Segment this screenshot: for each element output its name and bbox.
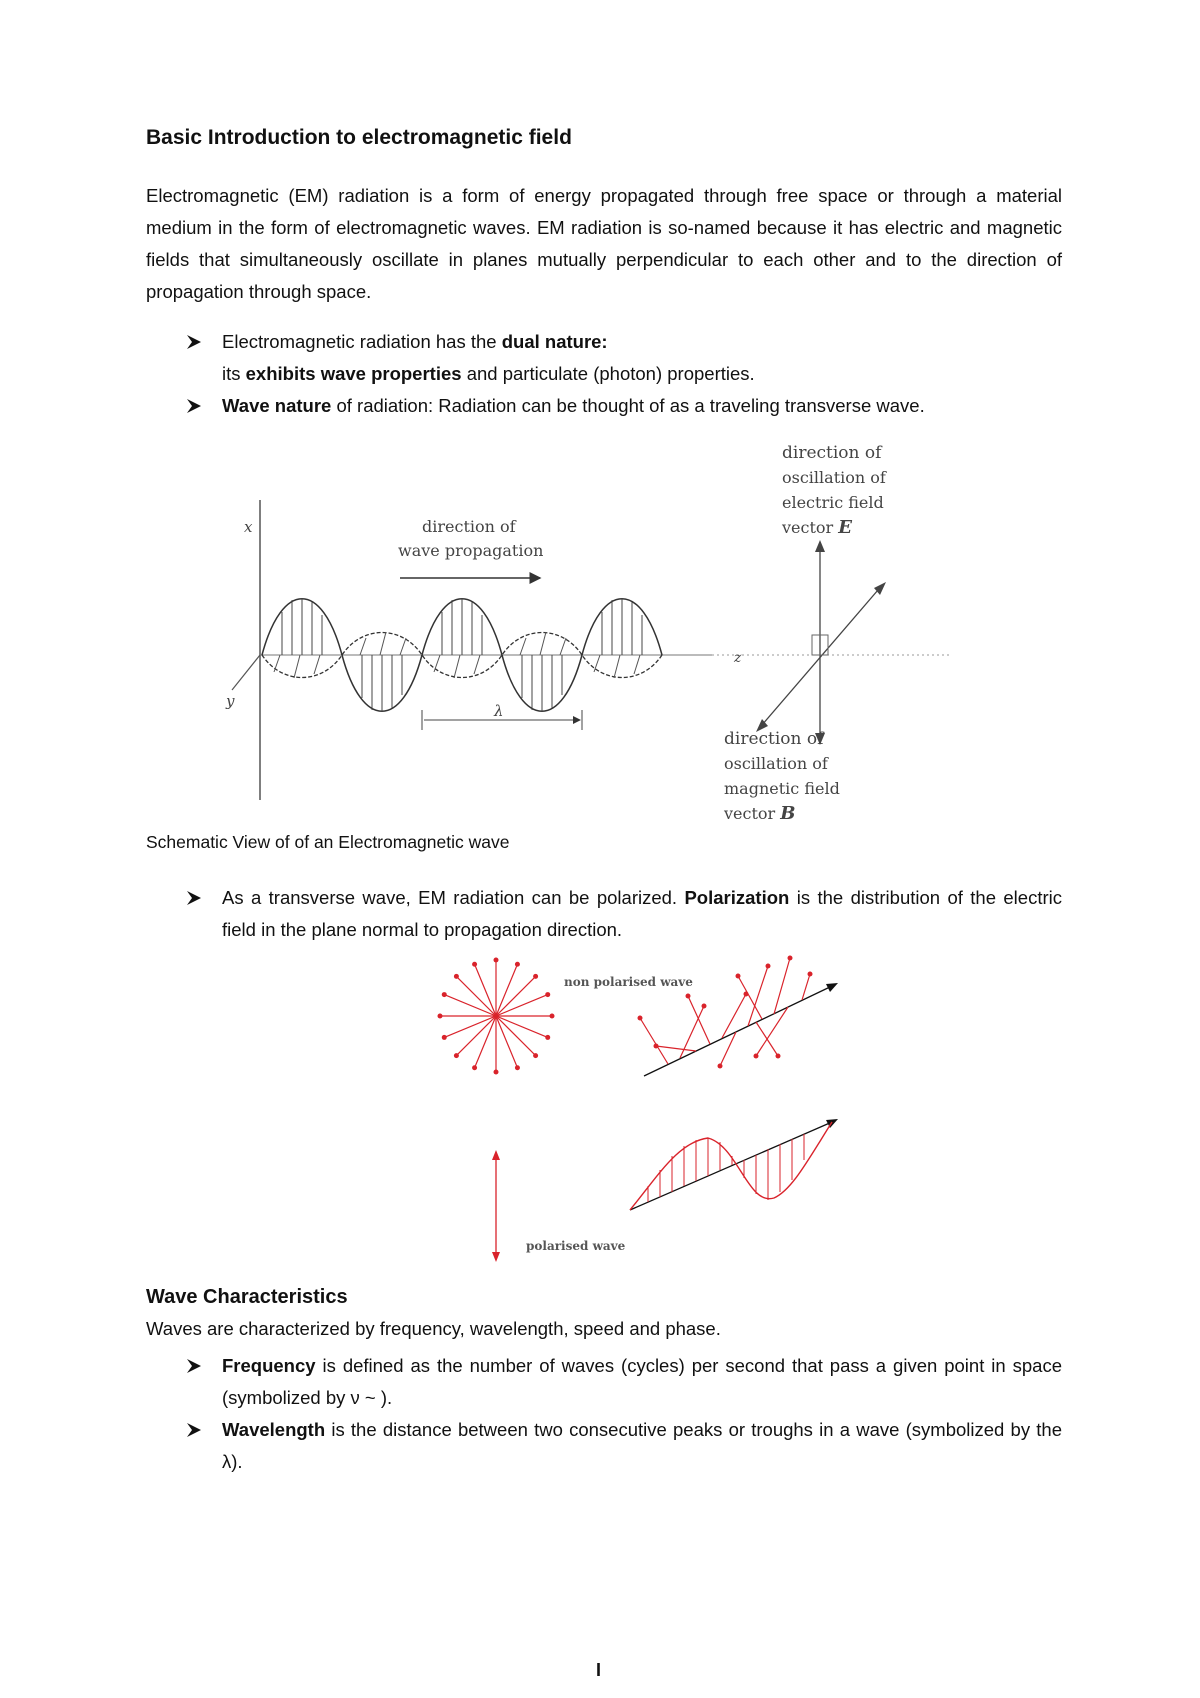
bullet-arrow-icon — [186, 326, 204, 360]
bullet-text: is the distribution of the electric field in the plane normal to propagation direction. — [222, 887, 1062, 940]
bullet-wavelength — [186, 1414, 1062, 1478]
y-axis-line — [232, 655, 260, 690]
magnetic-label-line3: magnetic field — [724, 779, 840, 798]
bullet-arrow-icon — [186, 390, 204, 424]
bullet-bold-text: dual nature: — [501, 331, 608, 352]
starburst-vector-tip — [545, 1035, 550, 1040]
bullet-frequency — [186, 1350, 1062, 1414]
starburst-vector-tip — [472, 1065, 477, 1070]
propagation-label-line2: wave propagation — [398, 541, 544, 560]
starburst-vector-tip — [494, 1070, 499, 1075]
non-polarised-starburst — [438, 958, 555, 1075]
polarization-diagram — [418, 946, 864, 1276]
em-wave-diagram — [222, 440, 962, 830]
electric-label-line4: vector — [782, 518, 834, 537]
bullet-text: Electromagnetic radiation has the — [222, 331, 502, 352]
page-title: Basic Introduction to electromagnetic field — [146, 126, 572, 149]
starburst-vector-tip — [515, 962, 520, 967]
starburst-vector-tip — [454, 1053, 459, 1058]
bullet-arrow-icon — [186, 1414, 204, 1448]
y-axis-label: y — [226, 692, 235, 710]
lambda-label: λ — [494, 702, 504, 720]
starburst-vector-tip — [438, 1014, 443, 1019]
bullet-text: is defined as the number of waves (cycles) per second that pass a given point in space (symbolized by ν ~ ). — [222, 1355, 1062, 1408]
magnetic-label-line2: oscillation of — [724, 754, 828, 773]
bullet-bold-text: Frequency — [222, 1355, 316, 1376]
non-polarised-label: non polarised wave — [564, 975, 693, 989]
bullet-bold-text: exhibits wave properties — [245, 363, 462, 384]
bullet-arrow-icon — [186, 882, 204, 916]
x-axis-label: x — [244, 518, 253, 536]
polarised-label: polarised wave — [526, 1239, 626, 1253]
svg-text:vector E — [781, 517, 852, 538]
bullet-bold-text: Wave nature — [222, 395, 332, 416]
magnetic-label-line4: vector — [724, 804, 776, 823]
starburst-vector-tip — [533, 1053, 538, 1058]
starburst-vector-tip — [550, 1014, 555, 1019]
svg-text:vector B — [723, 803, 796, 824]
bullet-arrow-icon — [186, 1350, 204, 1384]
section-heading-wave-characteristics: Wave Characteristics — [146, 1286, 348, 1308]
magnetic-symbol: B — [780, 803, 796, 824]
starburst-vector-tip — [494, 958, 499, 963]
figure-caption: Schematic View of of an Electromagnetic wave — [146, 832, 510, 852]
starburst-vector-tip — [533, 974, 538, 979]
starburst-vector-tip — [515, 1065, 520, 1070]
bullet-bold-text: Wavelength — [222, 1419, 326, 1440]
electric-label-line3: electric field — [782, 493, 884, 512]
z-axis-label: z — [734, 650, 742, 666]
page-number: I — [596, 1660, 602, 1680]
electric-label-line2: oscillation of — [782, 468, 886, 487]
bullet-text: As a transverse wave, EM radiation can be polarized. — [222, 887, 685, 908]
propagation-label-line1: direction of — [422, 517, 516, 536]
intro-paragraph: Electromagnetic (EM) radiation is a form of energy propagated through free space or through a material medium in the form of electromagnetic waves. EM radiation is so-named because it has electric and magnetic fields that simultaneously oscillate in planes mutually perpendicular to each other and to the direction of propagation through space. — [146, 185, 1062, 302]
starburst-vector-tip — [472, 962, 477, 967]
starburst-vector-tip — [442, 992, 447, 997]
bullet-text: and particulate (photon) properties. — [461, 363, 755, 384]
starburst-vector-tip — [454, 974, 459, 979]
bullet-text: its — [222, 363, 246, 384]
starburst-vector-tip — [545, 992, 550, 997]
bullet-bold-text: Polarization — [684, 887, 790, 908]
electric-label-line1: direction of — [782, 443, 882, 463]
electric-symbol: E — [838, 517, 853, 538]
bullet-text: of radiation: Radiation can be thought of as a traveling transverse wave. — [331, 395, 925, 416]
magnetic-label-line1: direction of — [724, 729, 824, 749]
starburst-vector-tip — [442, 1035, 447, 1040]
bullet-text: is the distance between two consecutive peaks or troughs in a wave (symbolized by the λ). — [222, 1419, 1062, 1472]
bullet-polarization — [186, 882, 1062, 946]
section2-intro: Waves are characterized by frequency, wavelength, speed and phase. — [146, 1318, 721, 1339]
